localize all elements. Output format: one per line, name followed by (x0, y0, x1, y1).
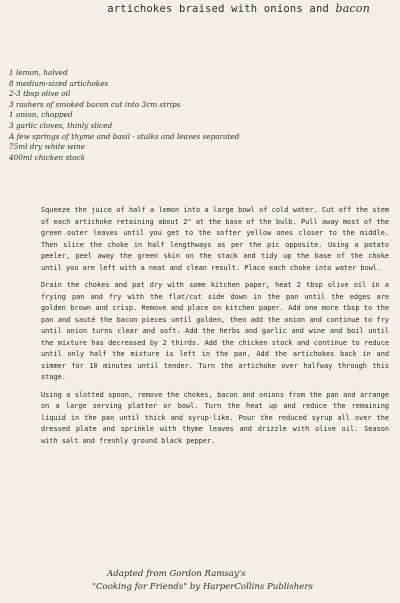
credit-line-adapted: Adapted from Gordon Ramsay's (107, 569, 246, 579)
method-section (41, 205, 389, 453)
method-paragraph: Drain the chokes and pat dry with some kitchen paper, heat 2 tbsp olive oil in a frying pan and fry with the flat/cut side down in the pan until the edges are golden brown and crisp. Remove and place on kitchen paper. Add one more tbsp to the pan and sauté the bacon pieces until golden, then add the onion and continue to fry until onion turns clear and soft. Add the herbs and garlic and wine and boil until the mixture has decreased by 2 thirds. Add the chicken stock and continue to reduce until only half the mixture is left in the pan. Add the artichokes back in and simmer for 10 minutes until tender. Turn the artichoke over halfway through this stage. (41, 281, 389, 381)
ingredient-item: 3 rashers of smoked bacon cut into 3cm strips (9, 99, 181, 109)
ingredient-item: 2-3 tbsp olive oil (9, 89, 71, 99)
ingredient-item: 1 lemon, halved (9, 68, 68, 77)
recipe-title (107, 2, 370, 15)
method-paragraph: Using a slotted spoon, remove the chokes, bacon and onions from the pan and arrange on a large serving platter or bowl. Turn the heat up and reduce the remaining liquid in the pan until thick and syrup-like. Pour the reduced syrup all over the dressed plate and sprinkle with thyme leaves and drizzle with olive oil. Season with salt and freshly ground black pepper. (41, 390, 389, 445)
recipe-title-text: artichokes braised with onions and (107, 3, 329, 15)
credit-line-book: "Cooking for Friends" by HarperCollins Publishers (92, 582, 313, 592)
method-paragraph: Squeeze the juice of half a lemon into a large bowl of cold water. Cut off the stem of each artichoke retaining about 2" at the base of the bulb. Pull away most of the green outer leaves until you get to the softer yellow ones closer to the middle. Then slice the choke in half lengthways as per the pic opposite. Using a potato peeler, peel away the green skin on the stack and tidy up the base of the choke until you are left with a neat and clean result. Place each choke into water bowl. (41, 206, 389, 272)
recipe-title-script-word: bacon (335, 2, 370, 15)
ingredient-item: 8 medium-sized artichokes (9, 78, 109, 88)
ingredient-item: A few springs of thyme and basil - stalks and leaves separated (9, 131, 240, 141)
source-credit (92, 568, 392, 594)
ingredient-item: 75ml dry white wine (9, 142, 85, 152)
ingredient-item: 3 garlic cloves, thinly sliced (9, 120, 113, 130)
ingredient-item: 400ml chicken stock (9, 152, 86, 162)
ingredient-item: 1 onion, chopped (9, 110, 73, 120)
ingredient-list (9, 68, 389, 163)
